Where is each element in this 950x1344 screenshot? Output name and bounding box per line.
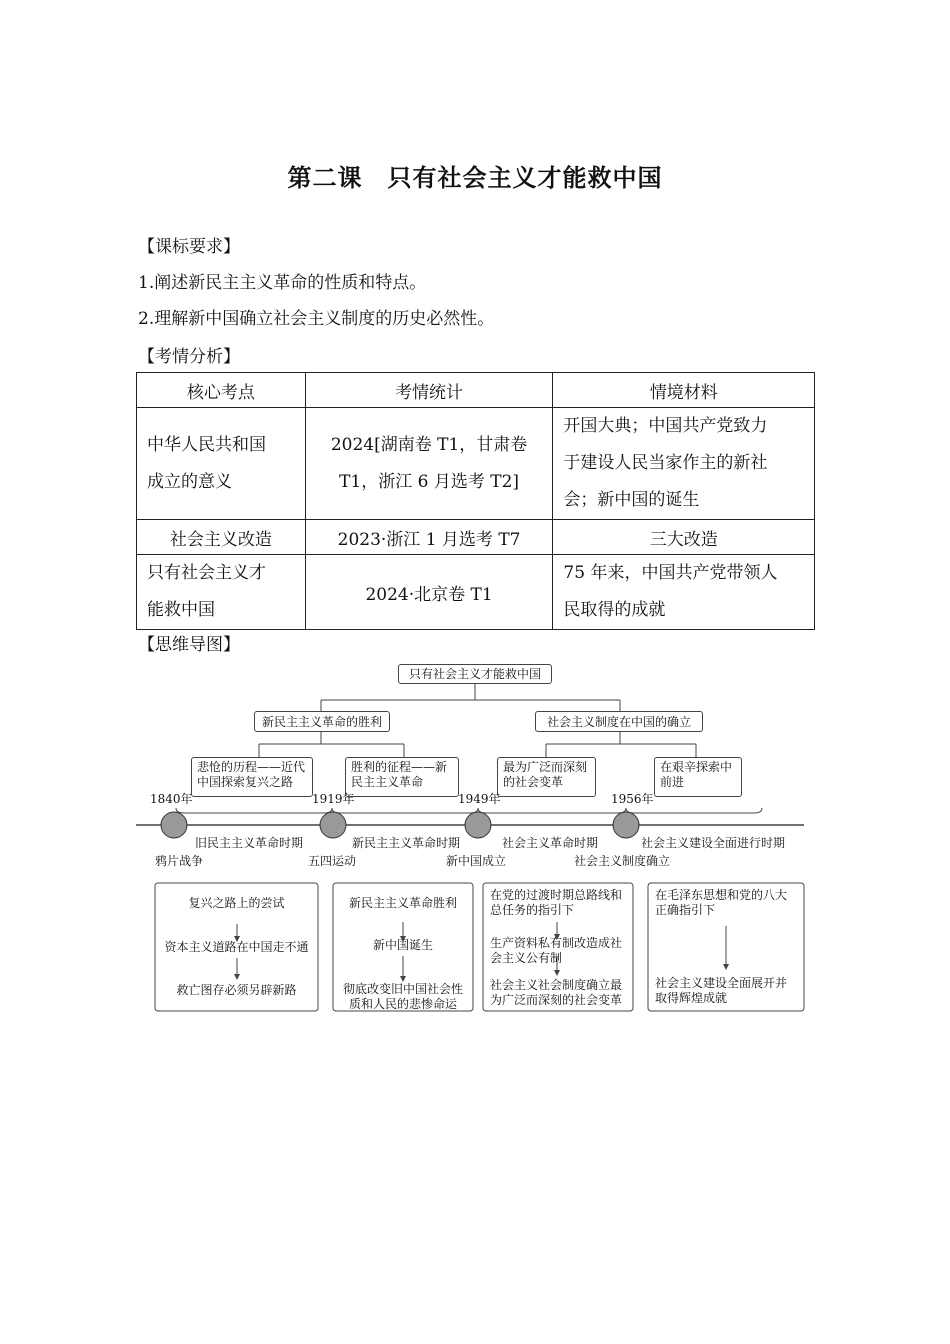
analysis-heading: 【考情分析】 [138,347,240,367]
cell-line: 开国大典；中国共产党致力 [563,416,768,436]
table-cell: 社会主义改造 [137,520,306,555]
flow-text: 社会主义社会制度确立最 为广泛而深刻的社会变革 [490,978,623,1007]
year-label: 1956年 [611,792,654,806]
timeline-node [613,812,639,838]
flow-text: 在毛泽东思想和党的八大 正确指引下 [655,888,788,917]
cell-line: 能救中国 [147,600,215,620]
flow-text: 在党的过渡时期总路线和 总任务的指引下 [490,888,623,917]
period-label: 社会主义革命时期 [502,836,599,850]
mind-map [136,660,816,1020]
table-cell [137,555,306,630]
table-cell: 2024·北京卷 T1 [305,555,553,630]
table-header: 考情统计 [305,373,553,408]
cell-line: 民取得的成就 [563,600,666,620]
period-label: 新民主主义革命时期 [352,836,461,850]
year-label: 1919年 [312,792,355,806]
year-label: 1840年 [150,792,193,806]
table-header: 核心考点 [137,373,306,408]
table-cell [137,408,306,520]
table-cell: 2023·浙江 1 月选考 T7 [305,520,553,555]
requirement-item-1: 1.阐述新民主主义革命的性质和特点。 [138,273,427,293]
table-header-row [137,373,815,408]
cell-line: 成立的意义 [147,471,232,492]
cell-line: 75 年来，中国共产党带领人 [563,563,778,583]
event-label: 鸦片战争 [155,854,204,868]
event-label: 五四运动 [308,854,357,868]
table-row [137,520,815,555]
mindmap-root: 只有社会主义才能救中国 [398,664,552,684]
requirements-heading: 【课标要求】 [138,237,240,257]
event-label: 新中国成立 [446,854,507,868]
event-label: 社会主义制度确立 [574,854,671,868]
table-row [137,408,815,520]
cell-line: 只有社会主义才 [147,563,266,583]
flow-text: 新中国诞生 [372,938,433,952]
requirement-item-2: 2.理解新中国确立社会主义制度的历史必然性。 [138,309,495,329]
sub-node: 最为广泛而深刻 的社会变革 [497,757,596,797]
branch-left: 新民主主义革命的胜利 [254,711,390,732]
cell-line: 2024[湖南卷 T1，甘肃卷 [330,434,528,455]
year-label: 1949年 [458,792,501,806]
flow-text: 救亡图存必须另辟新路 [176,983,297,997]
flow-text: 彻底改变旧中国社会性 质和人民的悲惨命运 [342,982,463,1011]
table-cell [305,408,553,520]
flow-text: 生产资料私有制改造成社 会主义公有制 [490,936,623,965]
sub-node: 悲怆的历程——近代 中国探索复兴之路 [191,757,313,797]
flow-text: 新民主主义革命胜利 [348,896,457,910]
cell-line: T1，浙江 6 月选考 T2] [339,471,520,492]
cell-line: 会；新中国的诞生 [563,490,700,510]
page-title: 第二课 只有社会主义才能救中国 [287,164,663,192]
period-label: 旧民主主义革命时期 [195,836,304,850]
table-row [137,555,815,630]
period-label: 社会主义建设全面进行时期 [641,836,786,850]
table-cell: 三大改造 [553,520,815,555]
timeline-node [465,812,491,838]
branch-right: 社会主义制度在中国的确立 [535,711,703,732]
cell-line: 中华人民共和国 [147,434,266,455]
timeline-node [320,812,346,838]
timeline-node [161,812,187,838]
table-cell [553,555,815,630]
table-cell [553,408,815,520]
sub-node: 胜利的征程——新 民主主义革命 [345,757,459,797]
table-header: 情境材料 [553,373,815,408]
mindmap-heading: 【思维导图】 [138,635,240,655]
analysis-table [136,372,815,630]
flow-text: 社会主义建设全面展开并 取得辉煌成就 [655,976,788,1005]
flow-text: 资本主义道路在中国走不通 [164,940,309,954]
sub-node: 在艰辛探索中 前进 [654,757,742,797]
cell-line: 于建设人民当家作主的新社 [563,453,768,473]
flow-text: 复兴之路上的尝试 [188,896,285,910]
